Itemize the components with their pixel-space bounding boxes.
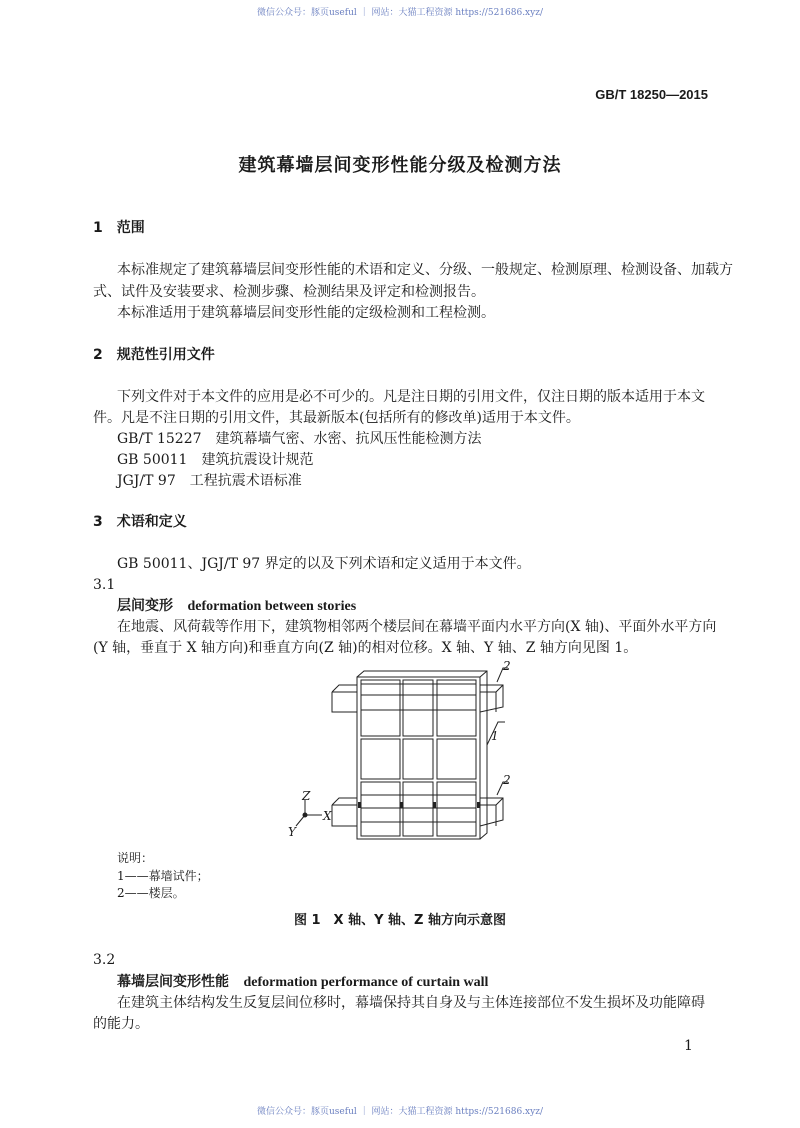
- clause-number: 3.2: [93, 952, 116, 968]
- page-title: 建筑幕墙层间变形性能分级及检测方法: [238, 155, 562, 176]
- floor-beam-top-left: [332, 685, 357, 712]
- axis-x-label: X: [323, 809, 332, 823]
- paragraph-line: 式、试件及安装要求、检测步骤、检测结果及评定和检测报告。: [93, 284, 485, 300]
- figure-caption: 图 1 X 轴、Y 轴、Z 轴方向示意图: [293, 913, 506, 928]
- legend-item: 1——幕墙试件；: [117, 869, 209, 883]
- curtain-wall-frame: [357, 677, 480, 839]
- reference-item: GB/T 15227 建筑幕墙气密、水密、抗风压性能检测方法: [117, 431, 482, 447]
- section-1-heading: 1 范围: [93, 220, 145, 236]
- reference-item: GB 50011 建筑抗震设计规范: [117, 452, 314, 468]
- paragraph-line: 件。凡是不注日期的引用文件，其最新版本(包括所有的修改单)适用于本文件。: [93, 410, 580, 426]
- legend-title: 说明：: [117, 851, 154, 865]
- term-en: deformation between stories: [187, 599, 357, 614]
- axis-z-label: Z: [302, 789, 311, 803]
- floor-beam-bottom-right: [480, 798, 503, 826]
- reference-item: JGJ/T 97 工程抗震术语标准: [117, 473, 302, 489]
- paragraph-line: 在地震、风荷载等作用下，建筑物相邻两个楼层间在幕墙平面内水平方向(X 轴)、平面外水平方向: [117, 619, 717, 635]
- section-2-heading: 2 规范性引用文件: [93, 347, 215, 363]
- floor-beam-top-right: [480, 685, 503, 712]
- legend-item: 2——楼层。: [117, 886, 185, 900]
- paragraph-line: (Y 轴，垂直于 X 轴方向)和垂直方向(Z 轴)的相对位移。X 轴、Y 轴、Z 轴方向见图 1。: [93, 640, 638, 656]
- paragraph-line: 下列文件对于本文件的应用是必不可少的。凡是注日期的引用文件，仅注日期的版本适用于本文: [117, 389, 705, 405]
- label-2-bottom: 2: [503, 773, 511, 787]
- floor-beam-bottom-left: [332, 798, 357, 826]
- paragraph-line: 在建筑主体结构发生反复层间位移时，幕墙保持其自身及与主体连接部位不发生损坏及功能障碍: [117, 995, 705, 1011]
- section-3-heading: 3 术语和定义: [93, 514, 187, 530]
- watermark-bottom: 微信公众号：豚页useful ｜ 网站：大猫工程资源 https://521686.xyz/: [257, 1107, 543, 1117]
- clause-number: 3.1: [93, 577, 116, 593]
- term-cn: 层间变形: [117, 598, 173, 614]
- page-number: 1: [684, 1038, 693, 1054]
- term-heading: [117, 972, 488, 993]
- term-heading: [117, 596, 356, 617]
- standard-number: GB/T 18250—2015: [595, 87, 708, 102]
- paragraph-line: 本标准适用于建筑幕墙层间变形性能的定级检测和工程检测。: [117, 305, 495, 321]
- label-2-top: 2: [503, 659, 511, 673]
- paragraph-line: 的能力。: [93, 1016, 149, 1032]
- term-en: deformation performance of curtain wall: [243, 975, 489, 990]
- label-1: 1: [491, 729, 499, 743]
- watermark-top: 微信公众号：豚页useful ｜ 网站：大猫工程资源 https://521686.xyz/: [257, 8, 543, 18]
- paragraph-line: GB 50011、JGJ/T 97 界定的以及下列术语和定义适用于本文件。: [117, 556, 531, 572]
- term-cn: 幕墙层间变形性能: [117, 974, 229, 990]
- paragraph-line: 本标准规定了建筑幕墙层间变形性能的术语和定义、分级、一般规定、检测原理、检测设备、加载方: [117, 262, 733, 278]
- axis-y-label: Y: [288, 825, 296, 839]
